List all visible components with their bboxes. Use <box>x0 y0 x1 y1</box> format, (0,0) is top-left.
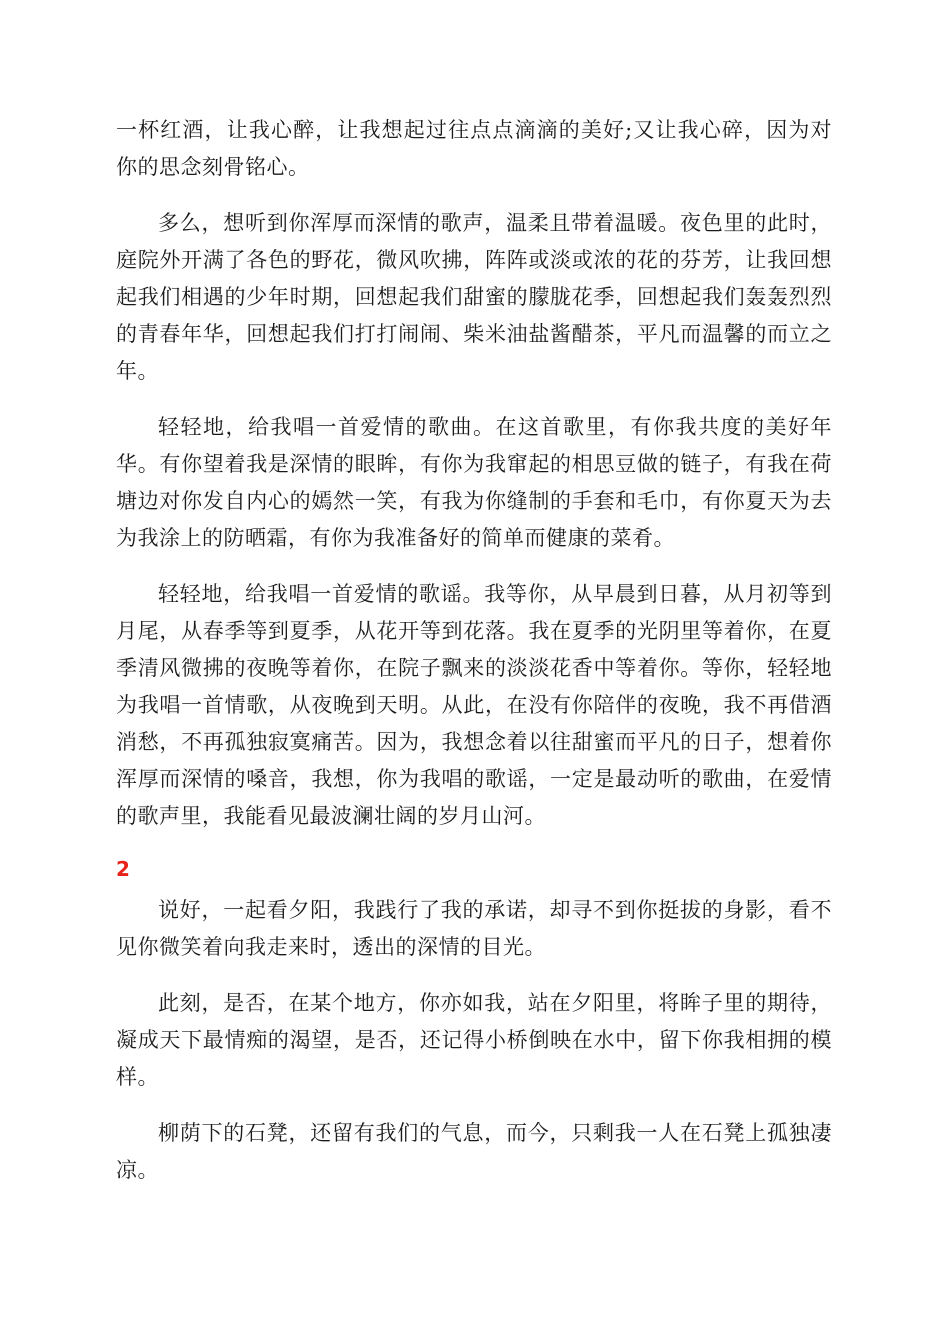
paragraph-song-voice: 多么，想听到你浑厚而深情的歌声，温柔且带着温暖。夜色里的此时，庭院外开满了各色的野花，微风吹拂，阵阵或淡或浓的花的芬芳，让我回想起我们相遇的少年时期，回想起我们甜蜜的朦胧花季，回想起我们轰轰烈烈的青春年华，回想起我们打打闹闹、柴米油盐酱醋茶，平凡而温馨的而立之年。 <box>116 211 832 383</box>
document-page <box>116 112 832 1208</box>
section-number: 2 <box>116 857 131 881</box>
paragraph-love-song: 轻轻地，给我唱一首爱情的歌曲。在这首歌里，有你我共度的美好年华。有你望着我是深情的眼眸，有你为我窜起的相思豆做的链子，有我在荷塘边对你发自内心的嫣然一笑，有我为你缝制的手套和毛巾，有你夏天为去为我涂上的防晒霜，有你为我准备好的简单而健康的菜肴。 <box>116 415 832 550</box>
paragraph-sunset-promise: 说好，一起看夕阳，我践行了我的承诺，却寻不到你挺拔的身影，看不见你微笑着向我走来时，透出的深情的目光。 <box>116 898 832 959</box>
paragraph-wine: 一杯红酒，让我心醉，让我想起过往点点滴滴的美好;又让我心碎，因为对你的思念刻骨铭心。 <box>116 118 832 179</box>
paragraph-this-moment: 此刻，是否，在某个地方，你亦如我，站在夕阳里，将眸子里的期待，凝成天下最情痴的渴望，是否，还记得小桥倒映在水中，留下你我相拥的模样。 <box>116 991 832 1089</box>
paragraph-love-ballad: 轻轻地，给我唱一首爱情的歌谣。我等你，从早晨到日暮，从月初等到月尾，从春季等到夏季，从花开等到花落。我在夏季的光阴里等着你，在夏季清风微拂的夜晚等着你，在院子飘来的淡淡花香中等着你。等你，轻轻地为我唱一首情歌，从夜晚到天明。从此，在没有你陪伴的夜晚，我不再借酒消愁，不再孤独寂寞痛苦。因为，我想念着以往甜蜜而平凡的日子，想着你浑厚而深情的嗓音，我想，你为我唱的歌谣，一定是最动听的歌曲，在爱情的歌声里，我能看见最波澜壮阔的岁月山河。 <box>116 582 832 828</box>
paragraph-stone-bench: 柳荫下的石凳，还留有我们的气息，而今，只剩我一人在石凳上孤独凄凉。 <box>116 1121 832 1182</box>
